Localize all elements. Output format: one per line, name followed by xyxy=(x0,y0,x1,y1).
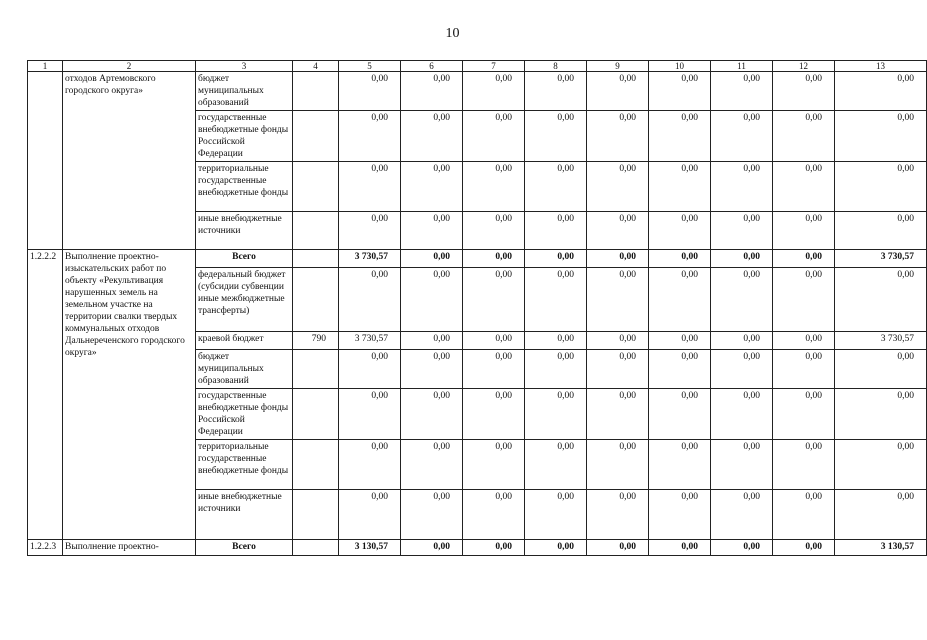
amount-cell: 0,00 xyxy=(711,250,773,268)
column-header-row xyxy=(28,61,927,72)
amount-cell: 0,00 xyxy=(463,268,525,332)
amount-cell: 0,00 xyxy=(711,490,773,540)
amount-cell: 0,00 xyxy=(401,268,463,332)
amount-cell: 0,00 xyxy=(339,440,401,490)
amount-cell: 0,00 xyxy=(773,72,835,111)
amount-cell: 0,00 xyxy=(649,72,711,111)
row-name: Выполнение проектно-изыскательских работ по объекту «Рекультивация нарушенных земель на земельном участке на территории свалки твердых коммунальных отходов Дальнереченского городского округа» xyxy=(63,250,196,540)
amount-cell: 0,00 xyxy=(401,350,463,389)
amount-cell: 0,00 xyxy=(773,212,835,250)
amount-cell: 0,00 xyxy=(587,540,649,556)
column-header: 8 xyxy=(525,61,587,72)
amount-cell: 0,00 xyxy=(525,212,587,250)
funding-source: федеральный бюджет (субсидии субвенции иные межбюджетные трансферты) xyxy=(196,268,293,332)
amount-cell: 0,00 xyxy=(649,332,711,350)
amount-cell: 0,00 xyxy=(401,490,463,540)
amount-cell: 0,00 xyxy=(525,332,587,350)
funding-source: территориальные государственные внебюджетные фонды xyxy=(196,440,293,490)
amount-cell: 0,00 xyxy=(711,350,773,389)
kbk-code xyxy=(293,389,339,440)
amount-cell: 0,00 xyxy=(711,212,773,250)
amount-cell: 0,00 xyxy=(649,111,711,162)
kbk-code: 790 xyxy=(293,332,339,350)
amount-cell: 0,00 xyxy=(835,162,927,212)
amount-cell: 3 130,57 xyxy=(835,540,927,556)
amount-cell: 0,00 xyxy=(463,540,525,556)
row-name: отходов Артемовского городского округа» xyxy=(63,72,196,250)
amount-cell: 0,00 xyxy=(773,540,835,556)
amount-cell: 0,00 xyxy=(525,250,587,268)
kbk-code xyxy=(293,350,339,389)
funding-source: Всего xyxy=(196,250,293,268)
column-header: 6 xyxy=(401,61,463,72)
amount-cell: 0,00 xyxy=(463,162,525,212)
amount-cell: 0,00 xyxy=(339,111,401,162)
amount-cell: 0,00 xyxy=(587,268,649,332)
amount-cell: 0,00 xyxy=(587,440,649,490)
amount-cell: 0,00 xyxy=(773,440,835,490)
amount-cell: 0,00 xyxy=(649,389,711,440)
column-header: 5 xyxy=(339,61,401,72)
amount-cell: 0,00 xyxy=(587,250,649,268)
column-header: 13 xyxy=(835,61,927,72)
amount-cell: 0,00 xyxy=(587,212,649,250)
amount-cell: 0,00 xyxy=(463,72,525,111)
amount-cell: 0,00 xyxy=(835,111,927,162)
row-code xyxy=(28,72,63,250)
amount-cell: 0,00 xyxy=(525,389,587,440)
funding-source: бюджет муниципальных образований xyxy=(196,350,293,389)
amount-cell: 0,00 xyxy=(401,389,463,440)
column-header: 9 xyxy=(587,61,649,72)
column-header: 7 xyxy=(463,61,525,72)
amount-cell: 0,00 xyxy=(711,440,773,490)
amount-cell: 0,00 xyxy=(463,212,525,250)
amount-cell: 0,00 xyxy=(711,111,773,162)
funding-source: иные внебюджетные источники xyxy=(196,490,293,540)
amount-cell: 0,00 xyxy=(463,490,525,540)
budget-table xyxy=(27,60,927,556)
amount-cell: 3 730,57 xyxy=(835,250,927,268)
kbk-code xyxy=(293,268,339,332)
amount-cell: 0,00 xyxy=(649,350,711,389)
table-row xyxy=(28,250,927,268)
amount-cell: 0,00 xyxy=(525,72,587,111)
amount-cell: 0,00 xyxy=(649,268,711,332)
kbk-code xyxy=(293,212,339,250)
column-header: 10 xyxy=(649,61,711,72)
page-number: 10 xyxy=(445,26,460,41)
amount-cell: 3 730,57 xyxy=(835,332,927,350)
amount-cell: 0,00 xyxy=(339,212,401,250)
funding-source: Всего xyxy=(196,540,293,556)
amount-cell: 0,00 xyxy=(339,268,401,332)
amount-cell: 0,00 xyxy=(649,250,711,268)
amount-cell: 0,00 xyxy=(587,389,649,440)
funding-source: краевой бюджет xyxy=(196,332,293,350)
amount-cell: 0,00 xyxy=(525,440,587,490)
amount-cell: 0,00 xyxy=(463,250,525,268)
funding-source: государственные внебюджетные фонды Российской Федерации xyxy=(196,111,293,162)
amount-cell: 0,00 xyxy=(463,111,525,162)
kbk-code xyxy=(293,540,339,556)
amount-cell: 0,00 xyxy=(711,268,773,332)
funding-source: территориальные государственные внебюджетные фонды xyxy=(196,162,293,212)
amount-cell: 0,00 xyxy=(587,72,649,111)
amount-cell: 0,00 xyxy=(525,540,587,556)
amount-cell: 0,00 xyxy=(711,389,773,440)
amount-cell: 3 730,57 xyxy=(339,250,401,268)
amount-cell: 0,00 xyxy=(587,490,649,540)
kbk-code xyxy=(293,111,339,162)
table-body xyxy=(28,61,927,556)
kbk-code xyxy=(293,162,339,212)
amount-cell: 0,00 xyxy=(773,389,835,440)
amount-cell: 0,00 xyxy=(649,540,711,556)
amount-cell: 0,00 xyxy=(401,250,463,268)
amount-cell: 0,00 xyxy=(587,332,649,350)
amount-cell: 0,00 xyxy=(463,350,525,389)
amount-cell: 0,00 xyxy=(711,540,773,556)
amount-cell: 0,00 xyxy=(401,332,463,350)
amount-cell: 0,00 xyxy=(463,440,525,490)
amount-cell: 0,00 xyxy=(401,440,463,490)
row-code: 1.2.2.3 xyxy=(28,540,63,556)
amount-cell: 0,00 xyxy=(649,490,711,540)
amount-cell: 0,00 xyxy=(401,540,463,556)
amount-cell: 0,00 xyxy=(773,162,835,212)
amount-cell: 0,00 xyxy=(711,162,773,212)
amount-cell: 0,00 xyxy=(463,389,525,440)
amount-cell: 0,00 xyxy=(711,72,773,111)
amount-cell: 0,00 xyxy=(773,332,835,350)
row-name: Выполнение проектно- xyxy=(63,540,196,556)
funding-source: бюджет муниципальных образований xyxy=(196,72,293,111)
column-header: 3 xyxy=(196,61,293,72)
amount-cell: 0,00 xyxy=(401,72,463,111)
amount-cell: 0,00 xyxy=(339,490,401,540)
amount-cell: 0,00 xyxy=(649,212,711,250)
amount-cell: 0,00 xyxy=(525,162,587,212)
amount-cell: 0,00 xyxy=(835,268,927,332)
amount-cell: 0,00 xyxy=(835,212,927,250)
amount-cell: 0,00 xyxy=(525,490,587,540)
amount-cell: 0,00 xyxy=(587,111,649,162)
amount-cell: 0,00 xyxy=(773,490,835,540)
kbk-code xyxy=(293,440,339,490)
kbk-code xyxy=(293,250,339,268)
column-header: 1 xyxy=(28,61,63,72)
kbk-code xyxy=(293,72,339,111)
amount-cell: 0,00 xyxy=(525,350,587,389)
amount-cell: 0,00 xyxy=(525,111,587,162)
funding-source: иные внебюджетные источники xyxy=(196,212,293,250)
amount-cell: 0,00 xyxy=(587,162,649,212)
funding-source: государственные внебюджетные фонды Российской Федерации xyxy=(196,389,293,440)
amount-cell: 0,00 xyxy=(339,72,401,111)
amount-cell: 0,00 xyxy=(835,490,927,540)
amount-cell: 0,00 xyxy=(463,332,525,350)
amount-cell: 0,00 xyxy=(649,440,711,490)
amount-cell: 0,00 xyxy=(835,440,927,490)
amount-cell: 0,00 xyxy=(773,350,835,389)
column-header: 4 xyxy=(293,61,339,72)
amount-cell: 0,00 xyxy=(773,111,835,162)
amount-cell: 0,00 xyxy=(525,268,587,332)
table-row xyxy=(28,72,927,111)
amount-cell: 0,00 xyxy=(339,162,401,212)
amount-cell: 0,00 xyxy=(835,72,927,111)
amount-cell: 0,00 xyxy=(773,250,835,268)
amount-cell: 0,00 xyxy=(835,389,927,440)
amount-cell: 3 730,57 xyxy=(339,332,401,350)
column-header: 2 xyxy=(63,61,196,72)
amount-cell: 0,00 xyxy=(401,212,463,250)
table-row xyxy=(28,540,927,556)
amount-cell: 0,00 xyxy=(339,389,401,440)
amount-cell: 0,00 xyxy=(835,350,927,389)
amount-cell: 3 130,57 xyxy=(339,540,401,556)
column-header: 11 xyxy=(711,61,773,72)
amount-cell: 0,00 xyxy=(339,350,401,389)
kbk-code xyxy=(293,490,339,540)
amount-cell: 0,00 xyxy=(649,162,711,212)
amount-cell: 0,00 xyxy=(401,162,463,212)
amount-cell: 0,00 xyxy=(401,111,463,162)
amount-cell: 0,00 xyxy=(711,332,773,350)
row-code: 1.2.2.2 xyxy=(28,250,63,540)
column-header: 12 xyxy=(773,61,835,72)
amount-cell: 0,00 xyxy=(587,350,649,389)
amount-cell: 0,00 xyxy=(773,268,835,332)
